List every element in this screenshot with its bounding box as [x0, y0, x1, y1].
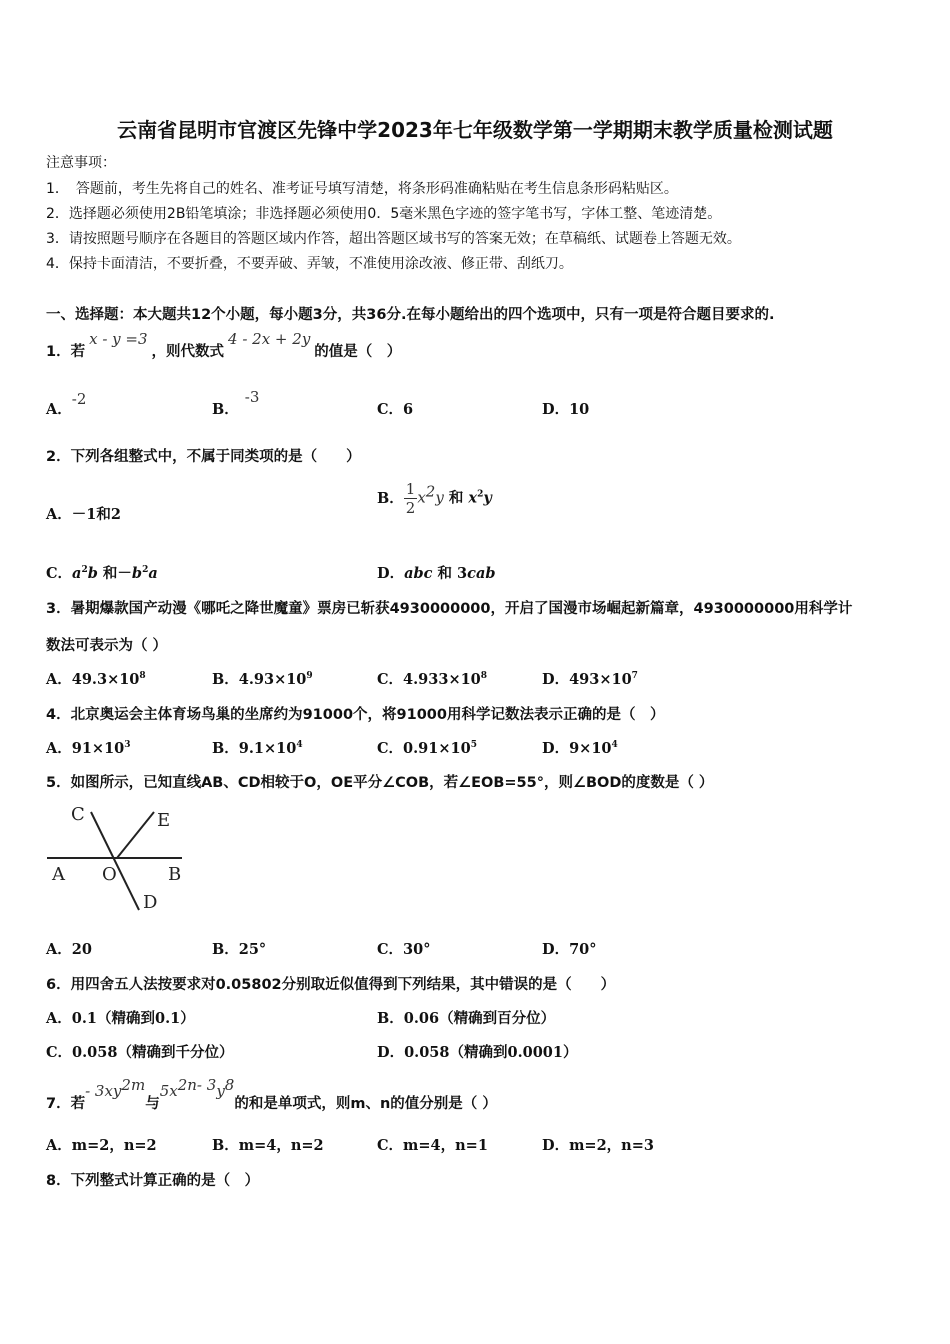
- fraction-numerator: 1: [405, 480, 416, 498]
- math-sup: 9: [306, 671, 313, 682]
- option-b[interactable]: B．0.06（精确到百分位）: [377, 1010, 556, 1027]
- figure-label-d: D: [143, 892, 158, 913]
- question-text: 与: [145, 1095, 160, 1112]
- option-a[interactable]: [46, 737, 131, 758]
- option-value: -3: [244, 388, 260, 406]
- math-var: y: [216, 1081, 225, 1100]
- question-text: 的和是单项式，则m、n的值分别是（ ）: [234, 1095, 497, 1112]
- option-a[interactable]: [46, 390, 87, 419]
- option-text: A．91×10: [46, 740, 125, 757]
- math-var: abc: [404, 565, 433, 582]
- math-sup: 4: [296, 740, 303, 751]
- option-a[interactable]: A．－1和2: [46, 506, 121, 523]
- option-c[interactable]: C．0.058（精确到千分位）: [46, 1044, 234, 1061]
- question-4: 4．北京奥运会主体育场鸟巢的坐席约为91000个，将91000用科学记数法表示正确的是（ ）: [46, 707, 665, 723]
- math-var: x: [468, 489, 478, 507]
- question-1: [46, 330, 402, 361]
- option-text: D．493×10: [542, 671, 632, 688]
- option-text: B．4.93×10: [212, 671, 307, 688]
- math-var: cab: [467, 565, 496, 582]
- math-sup: 8: [480, 671, 488, 682]
- option-label: D．: [377, 565, 405, 582]
- math-var: b: [131, 565, 143, 582]
- math-var: y: [483, 489, 492, 507]
- figure-label-a: A: [52, 864, 65, 885]
- option-b[interactable]: [212, 388, 260, 419]
- geometry-figure: [44, 798, 189, 916]
- option-d[interactable]: [377, 562, 496, 583]
- option-d[interactable]: D．0.058（精确到0.0001）: [377, 1044, 578, 1061]
- option-b[interactable]: [212, 737, 303, 758]
- math-var: y: [435, 488, 444, 507]
- option-label: C．: [46, 565, 73, 582]
- question-text: ，则代数式: [151, 344, 225, 360]
- math-expression: - 3xy: [85, 1081, 122, 1100]
- option-d[interactable]: D．70°: [542, 941, 597, 958]
- option-label: B．: [377, 489, 404, 507]
- math-sup: 2m: [121, 1076, 146, 1094]
- question-2: 2．下列各组整式中，不属于同类项的是（ ）: [46, 449, 361, 465]
- question-7: [46, 1076, 497, 1113]
- notice-item: 3．请按照题号顺序在各题目的答题区域内作答，超出答题区域书写的答案无效；在草稿纸、试题卷上答题无效。: [46, 231, 741, 247]
- question-text: 的值是（ ）: [314, 344, 402, 360]
- math-sup: 2: [142, 565, 149, 576]
- option-d[interactable]: [542, 737, 618, 758]
- option-c[interactable]: [377, 737, 477, 758]
- option-c[interactable]: C．6: [377, 401, 414, 418]
- figure-label-b: B: [168, 864, 182, 885]
- option-b[interactable]: [212, 668, 313, 689]
- fraction-denominator: 2: [405, 499, 416, 517]
- option-text: D．9×10: [542, 740, 612, 757]
- ray-oe: [117, 812, 154, 858]
- option-c[interactable]: C．30°: [377, 941, 431, 958]
- math-expression: x - y =3: [89, 330, 148, 348]
- option-value: -2: [71, 390, 87, 408]
- math-sup: 5: [470, 740, 477, 751]
- option-a[interactable]: A．0.1（精确到0.1）: [46, 1010, 195, 1027]
- option-b[interactable]: B．25°: [212, 941, 267, 958]
- option-b[interactable]: B．m=4，n=2: [212, 1137, 324, 1154]
- option-c[interactable]: C．m=4，n=1: [377, 1137, 488, 1154]
- math-var: x: [417, 488, 426, 507]
- question-6: 6．用四舍五人法按要求对0.05802分别取近似值得到下列结果，其中错误的是（ ）: [46, 977, 616, 993]
- math-sup: 4: [611, 740, 618, 751]
- option-c[interactable]: [46, 562, 158, 583]
- notice-item: 1． 答题前，考生先将自己的姓名、准考证号填写清楚，将条形码准确粘贴在考生信息条形码粘贴区。: [46, 181, 678, 197]
- line-cd: [91, 812, 139, 910]
- notice-item: 2．选择题必须使用2B铅笔填涂；非选择题必须使用0．5毫米黑色字迹的签字笔书写，字体工整、笔迹清楚。: [46, 206, 722, 222]
- math-sup: 2: [477, 489, 484, 500]
- math-sup: 7: [631, 671, 638, 682]
- math-expression: 4 - 2x + 2y: [228, 330, 311, 348]
- option-text: C．0.91×10: [377, 740, 471, 757]
- option-text: 和: [443, 489, 469, 507]
- question-8: 8．下列整式计算正确的是（ ）: [46, 1173, 260, 1189]
- fraction: [404, 480, 418, 517]
- question-text: 7．若: [46, 1095, 86, 1112]
- option-a[interactable]: A．20: [46, 941, 92, 958]
- math-var: a: [72, 565, 82, 582]
- figure-label-c: C: [71, 804, 85, 825]
- question-5: 5．如图所示，已知直线AB、CD相较于O，OE平分∠COB，若∠EOB=55°，则∠BOD的度数是（ ）: [46, 775, 714, 791]
- option-text: 和 3: [432, 565, 468, 582]
- math-sup: 2: [81, 565, 88, 576]
- option-c[interactable]: [377, 668, 487, 689]
- question-text: 1．若: [46, 344, 86, 360]
- option-b[interactable]: [377, 480, 492, 517]
- notice-heading: 注意事项：: [46, 155, 116, 171]
- math-expression: 5x: [159, 1081, 178, 1100]
- math-term: [85, 1076, 146, 1100]
- math-term: [159, 1076, 235, 1100]
- math-var: a: [148, 565, 158, 582]
- option-label: A．: [46, 401, 72, 418]
- math-sup: 3: [124, 740, 131, 751]
- section-heading: 一、选择题：本大题共12个小题，每小题3分，共36分.在每小题给出的四个选项中，只有一项是符合题目要求的.: [46, 307, 775, 323]
- math-sup: 2: [425, 482, 436, 501]
- option-a[interactable]: A．m=2，n=2: [46, 1137, 157, 1154]
- page-title: 云南省昆明市官渡区先锋中学2023年七年级数学第一学期期末教学质量检测试题: [117, 118, 833, 142]
- option-text: 和－: [97, 565, 132, 582]
- option-label: B．: [212, 401, 239, 418]
- figure-label-o: O: [102, 864, 117, 885]
- question-3: 3．暑期爆款国产动漫《哪吒之降世魔童》票房已斩获4930000000，开启了国漫市场崛起新篇章，4930000000用科学计: [46, 601, 853, 617]
- question-3-continued: 数法可表示为（ ）: [46, 638, 168, 654]
- option-text: B．9.1×10: [212, 740, 297, 757]
- math-sup: 2n- 3: [177, 1076, 217, 1094]
- notice-item: 4．保持卡面清洁，不要折叠，不要弄破、弄皱，不准使用涂改液、修正带、刮纸刀。: [46, 256, 573, 272]
- option-text: A．49.3×10: [46, 671, 140, 688]
- option-d[interactable]: [542, 668, 638, 689]
- option-text: C．4.933×10: [377, 671, 481, 688]
- option-d[interactable]: D．m=2，n=3: [542, 1137, 654, 1154]
- figure-label-e: E: [157, 810, 171, 831]
- math-sup: 8: [139, 671, 146, 682]
- math-var: b: [87, 565, 98, 582]
- option-d[interactable]: D．10: [542, 401, 590, 418]
- option-a[interactable]: [46, 668, 146, 689]
- math-sup: 8: [224, 1076, 235, 1094]
